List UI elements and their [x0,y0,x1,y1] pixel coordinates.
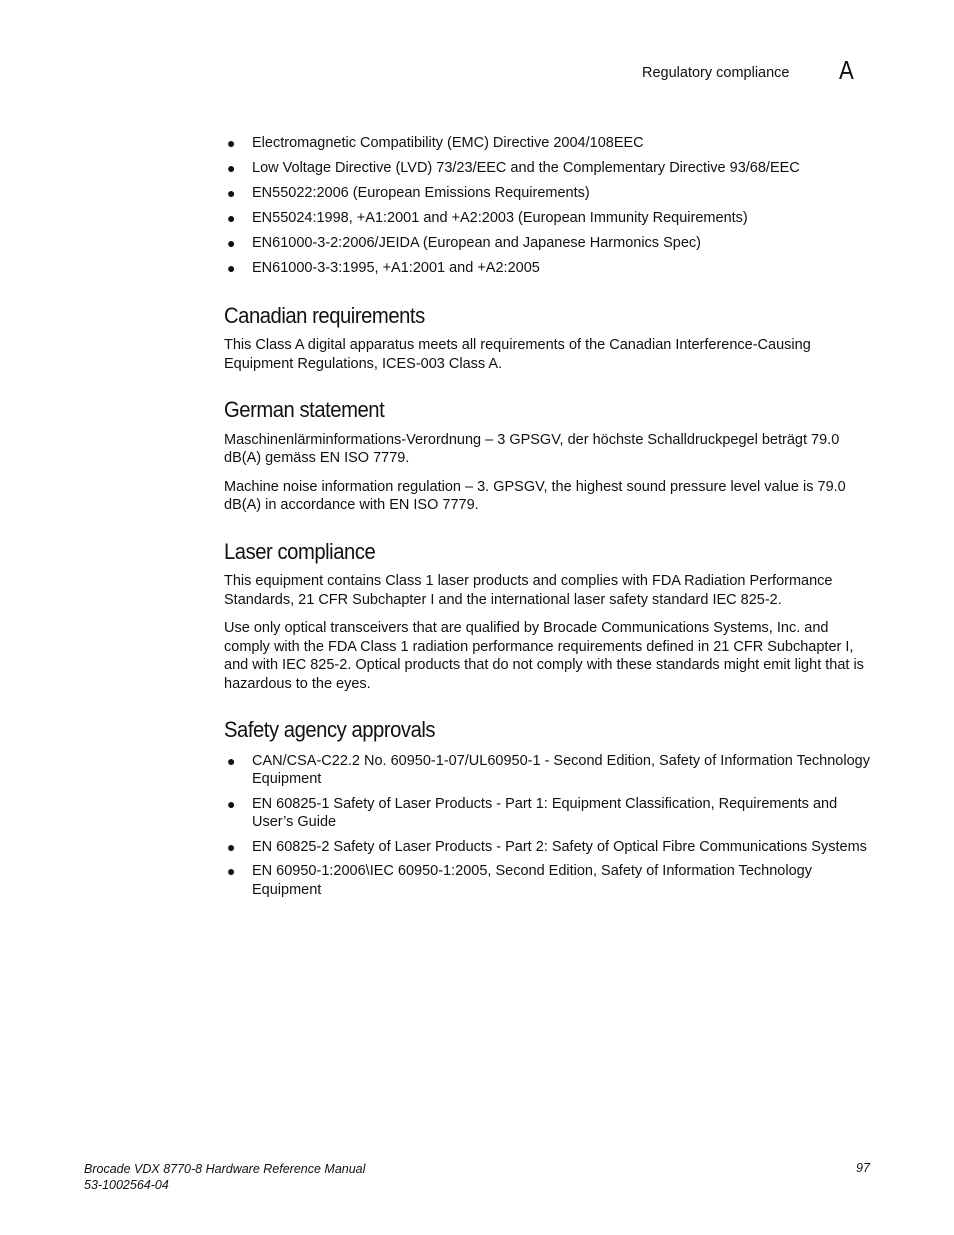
safety-bullet-list [224,752,874,900]
page-content [224,134,874,905]
laser-paragraph-2: Use only optical transceivers that are qualified by Brocade Communications Systems, Inc. and comply with the FDA Class 1 radiation performance requirements defined in 21 CFR Subchapter I, and with IEC 825-2. Optical products that do not comply with these standards might emit light that is hazardous to the eyes. [224,620,864,692]
bullet-icon: ● [227,235,236,251]
doc-number: 53-1002564-04 [84,1178,169,1192]
list-item: ● EN 60950-1:2006\IEC 60950-1:2005, Second Edition, Safety of Information Technology Equipment [227,863,812,898]
german-translation-paragraph: Machine noise information regulation – 3. GPSGV, the highest sound pressure level value is 79.0 dB(A) in accordance with EN ISO 7779. [224,478,846,513]
bullet-icon: ● [227,838,236,855]
bullet-icon: ● [227,210,236,226]
page-number: 97 [856,1161,870,1175]
list-item: ● Electromagnetic Compatibility (EMC) Directive 2004/108EEC [227,135,644,151]
bullet-icon: ● [227,795,236,812]
laser-compliance-heading: Laser compliance [224,538,376,564]
list-item: ● EN55024:1998, +A1:2001 and +A2:2003 (European Immunity Requirements) [227,210,748,226]
list-item: ● EN 60825-1 Safety of Laser Products - Part 1: Equipment Classification, Requirements and User’s Guide [227,795,838,830]
canadian-paragraph: This Class A digital apparatus meets all requirements of the Canadian Interference-Causing Equipment Regulations, ICES-003 Class A. [224,337,811,372]
bullet-icon: ● [227,160,236,176]
list-item: ● EN55022:2006 (European Emissions Requirements) [227,185,590,201]
list-item: ● EN61000-3-2:2006/JEIDA (European and Japanese Harmonics Spec) [227,235,701,251]
list-item: ● CAN/CSA-C22.2 No. 60950-1-07/UL60950-1 - Second Edition, Safety of Information Technology Equipment [227,752,870,787]
german-statement-heading: German statement [224,397,385,422]
laser-paragraph-1: This equipment contains Class 1 laser products and complies with FDA Radiation Performance Standards, 21 CFR Subchapter I and the international laser safety standard IEC 825-2. [224,573,833,608]
list-item: ● Low Voltage Directive (LVD) 73/23/EEC and the Complementary Directive 93/68/EEC [227,160,800,176]
bullet-icon: ● [227,135,236,151]
bullet-icon: ● [227,863,236,879]
page-footer-left [84,1161,365,1193]
appendix-letter: A [839,55,854,85]
list-item: ● EN61000-3-3:1995, +A1:2001 and +A2:2005 [227,260,540,276]
header-section-title: Regulatory compliance [642,65,790,81]
bullet-icon: ● [227,260,236,276]
bullet-icon: ● [227,752,236,769]
manual-title: Brocade VDX 8770-8 Hardware Reference Manual [84,1162,366,1176]
canadian-requirements-heading: Canadian requirements [224,302,425,328]
german-paragraph: Maschinenlärminformations-Verordnung – 3 GPSGV, der höchste Schalldruckpegel beträgt 79.0 dB(A) gemäss EN ISO 7779. [224,431,840,466]
regulatory-bullet-list [224,134,874,278]
list-item: ● EN 60825-2 Safety of Laser Products - Part 2: Safety of Optical Fibre Communications Systems [227,838,867,855]
safety-agency-approvals-heading: Safety agency approvals [224,717,436,742]
bullet-icon: ● [227,185,236,201]
